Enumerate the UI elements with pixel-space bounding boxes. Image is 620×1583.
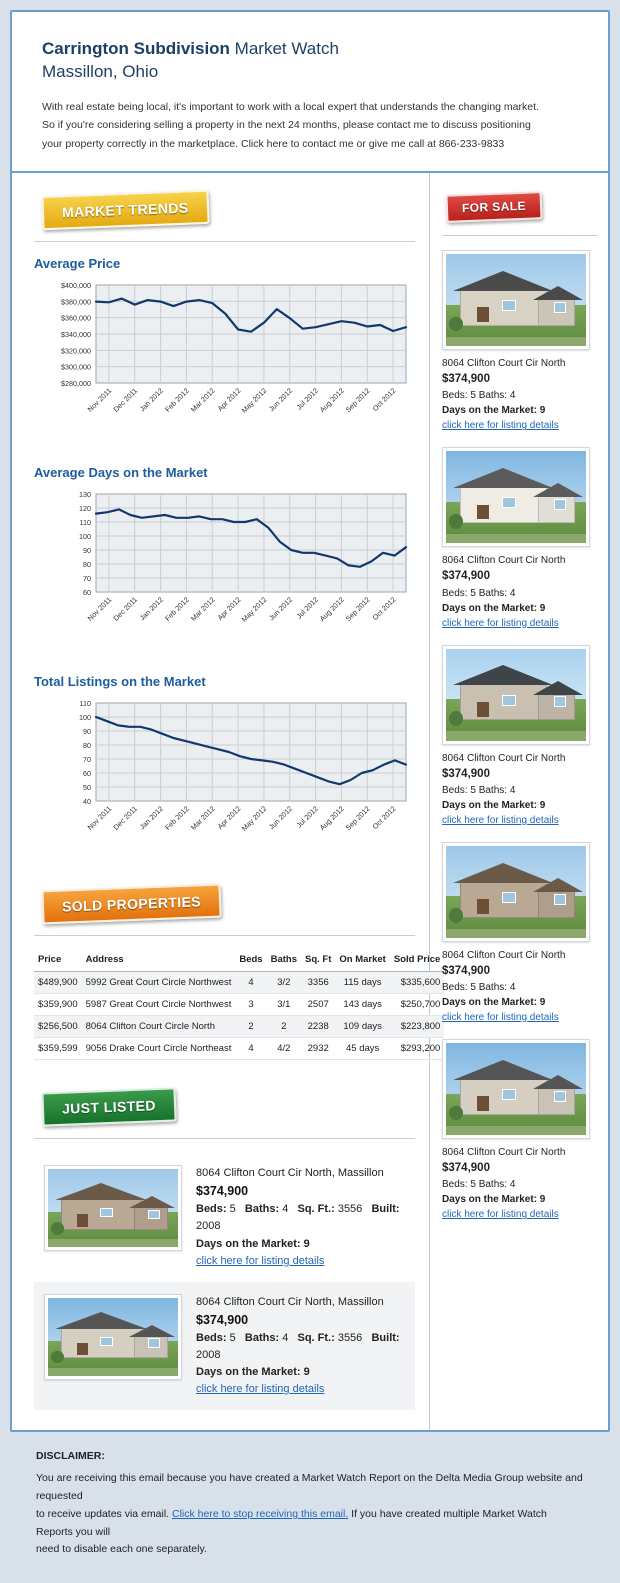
svg-text:Oct 2012: Oct 2012 [370, 804, 398, 832]
cell-soldprice: $335,600 [390, 972, 444, 994]
page-title-rest: Market Watch [229, 39, 339, 58]
svg-text:Sep 2012: Sep 2012 [343, 595, 372, 624]
svg-text:Apr 2012: Apr 2012 [215, 386, 243, 414]
svg-text:80: 80 [83, 741, 91, 750]
cell-beds: 4 [235, 972, 266, 994]
cell-address: 9056 Drake Court Circle Northeast [82, 1038, 236, 1060]
for-sale-card [442, 1039, 598, 1222]
cell-baths: 2 [267, 1016, 301, 1038]
listing-photo[interactable] [44, 1294, 182, 1380]
chart-title-total-listings: Total Listings on the Market [34, 674, 206, 689]
chart-title-average-days: Average Days on the Market [34, 465, 208, 480]
listing-details-link[interactable]: click here for listing details [196, 1383, 325, 1396]
for-sale-days-on-market: Days on the Market: 9 [442, 799, 546, 811]
chart-canvas-average-days [34, 488, 415, 648]
for-sale-photo[interactable] [442, 250, 590, 350]
for-sale-details-link[interactable]: click here for listing details [442, 814, 559, 826]
svg-text:100: 100 [79, 713, 91, 722]
th-soldprice: Sold Price [390, 950, 444, 972]
listing-details-link[interactable]: click here for listing details [196, 1254, 325, 1267]
cell-sqft: 3356 [301, 972, 335, 994]
svg-text:Jul 2012: Jul 2012 [294, 595, 320, 621]
svg-text:40: 40 [83, 797, 91, 806]
svg-text:120: 120 [79, 504, 91, 513]
cell-soldprice: $223,800 [390, 1016, 444, 1038]
report-header [12, 12, 608, 173]
cell-price: $359,900 [34, 994, 82, 1016]
chart-average-days [34, 465, 415, 648]
just-listed-ribbon-label: JUST LISTED [41, 1087, 176, 1126]
svg-text:Feb 2012: Feb 2012 [162, 595, 191, 623]
for-sale-ribbon-label: FOR SALE [445, 191, 542, 223]
for-sale-days-on-market: Days on the Market: 9 [442, 405, 546, 417]
for-sale-card [442, 645, 598, 828]
divider [34, 935, 415, 936]
page-title [42, 38, 578, 84]
intro-line-3: your property correctly in the marketplace. Click here to contact me or give me call at 866-233-9833 [42, 137, 505, 150]
market-trends-banner [34, 189, 415, 233]
unsubscribe-link[interactable]: Click here to stop receiving this email. [172, 1507, 349, 1520]
for-sale-days-on-market: Days on the Market: 9 [442, 1194, 546, 1206]
for-sale-beds-baths: Beds: 5 Baths: 4 [442, 587, 516, 599]
svg-text:90: 90 [83, 546, 91, 555]
disclaimer [10, 1432, 610, 1581]
table-row [34, 1016, 444, 1038]
th-onmarket: On Market [335, 950, 389, 972]
svg-text:60: 60 [83, 588, 91, 597]
for-sale-meta [442, 356, 598, 433]
svg-text:$380,000: $380,000 [61, 297, 91, 307]
listing-info [196, 1165, 405, 1270]
for-sale-beds-baths: Beds: 5 Baths: 4 [442, 982, 516, 993]
svg-text:Sep 2012: Sep 2012 [343, 804, 372, 833]
svg-text:Jul 2012: Jul 2012 [294, 386, 320, 412]
listing-days-on-market: Days on the Market: 9 [196, 1366, 310, 1379]
cell-soldprice: $293,200 [390, 1038, 444, 1060]
table-row [34, 972, 444, 994]
cell-baths: 3/1 [267, 994, 301, 1016]
cell-sqft: 2932 [301, 1038, 335, 1060]
svg-text:Mar 2012: Mar 2012 [188, 595, 217, 623]
svg-text:Sep 2012: Sep 2012 [343, 386, 372, 415]
chart-canvas-total-listings [34, 697, 415, 857]
chart-title-average-price: Average Price [34, 256, 121, 271]
cell-sqft: 2507 [301, 994, 335, 1016]
sold-properties-banner [34, 883, 415, 927]
cell-onmarket: 143 days [335, 994, 389, 1016]
svg-text:Aug 2012: Aug 2012 [317, 386, 346, 415]
cell-beds: 2 [235, 1016, 266, 1038]
cell-price: $359,599 [34, 1038, 82, 1060]
disclaimer-line-2-pre: to receive updates via email. [36, 1507, 172, 1520]
divider [442, 235, 598, 236]
svg-text:70: 70 [83, 574, 91, 583]
for-sale-address: 8064 Clifton Court Cir North [442, 555, 566, 567]
cell-address: 5992 Great Court Circle Northwest [82, 972, 236, 994]
svg-text:$340,000: $340,000 [61, 330, 91, 339]
svg-text:80: 80 [83, 560, 91, 569]
chart-total-listings [34, 674, 415, 857]
intro-line-2: So if you're considering selling a property in the next 24 months, please contact me to discuss positioning [42, 119, 531, 132]
cell-soldprice: $250,700 [390, 994, 444, 1016]
market-trends-ribbon-label: MARKET TRENDS [41, 190, 209, 230]
intro-line-1: With real estate being local, it's important to work with a local expert that understands the changing market. [42, 100, 539, 113]
cell-sqft: 2238 [301, 1016, 335, 1038]
chart-average-price [34, 256, 415, 439]
svg-text:50: 50 [83, 783, 91, 792]
for-sale-details-link[interactable]: click here for listing details [442, 617, 559, 629]
listing-address: 8064 Clifton Court Cir North, Massillon [196, 1167, 384, 1179]
disclaimer-heading: DISCLAIMER: [36, 1450, 105, 1463]
svg-text:100: 100 [79, 532, 91, 541]
for-sale-price: $374,900 [442, 767, 490, 780]
svg-text:Apr 2012: Apr 2012 [215, 804, 243, 832]
svg-text:Dec 2011: Dec 2011 [111, 386, 140, 414]
for-sale-address: 8064 Clifton Court Cir North [442, 358, 566, 369]
svg-text:May 2012: May 2012 [239, 804, 269, 833]
chart-canvas-average-price [34, 279, 415, 439]
cell-onmarket: 45 days [335, 1038, 389, 1060]
divider [34, 241, 415, 242]
cell-baths: 4/2 [267, 1038, 301, 1060]
cell-address: 8064 Clifton Court Circle North [82, 1016, 236, 1038]
svg-text:Feb 2012: Feb 2012 [162, 804, 191, 832]
for-sale-card [442, 842, 598, 1025]
svg-text:May 2012: May 2012 [239, 595, 269, 624]
svg-text:Jun 2012: Jun 2012 [266, 804, 295, 832]
listing-price: $374,900 [196, 1312, 249, 1327]
average-price-plot [34, 279, 414, 439]
just-listed-list [34, 1153, 415, 1410]
for-sale-photo[interactable] [442, 645, 590, 745]
for-sale-days-on-market: Days on the Market: 9 [442, 602, 546, 614]
for-sale-details-link[interactable]: click here for listing details [442, 420, 559, 432]
svg-text:Dec 2011: Dec 2011 [111, 595, 140, 623]
cell-onmarket: 115 days [335, 972, 389, 994]
svg-text:Jan 2012: Jan 2012 [137, 595, 165, 623]
disclaimer-line-3: need to disable each one separately. [36, 1543, 207, 1556]
listing-specs: Beds: 5 Baths: 4 Sq. Ft.: 3556 Built: 2008 [196, 1332, 400, 1362]
intro-text [42, 98, 578, 153]
for-sale-photo[interactable] [442, 1039, 590, 1139]
table-row [34, 994, 444, 1016]
report-sheet [10, 10, 610, 1432]
svg-text:Mar 2012: Mar 2012 [188, 386, 217, 414]
listing-address: 8064 Clifton Court Cir North, Massillon [196, 1295, 384, 1308]
listing-specs: Beds: 5 Baths: 4 Sq. Ft.: 3556 Built: 2008 [196, 1203, 400, 1233]
for-sale-meta [442, 751, 598, 828]
table-row [34, 1038, 444, 1060]
svg-text:$300,000: $300,000 [61, 362, 91, 372]
for-sale-meta [442, 553, 598, 630]
for-sale-details-link[interactable]: click here for listing details [442, 1012, 559, 1023]
for-sale-card [442, 250, 598, 433]
svg-text:Jul 2012: Jul 2012 [294, 804, 320, 830]
for-sale-address: 8064 Clifton Court Cir North [442, 752, 566, 764]
for-sale-meta [442, 1145, 598, 1222]
for-sale-column [430, 173, 608, 1430]
svg-text:60: 60 [83, 769, 91, 778]
cell-price: $489,900 [34, 972, 82, 994]
th-beds: Beds [235, 950, 266, 972]
listing-info [196, 1294, 405, 1399]
for-sale-price: $374,900 [442, 570, 490, 583]
cell-baths: 3/2 [267, 972, 301, 994]
svg-text:90: 90 [83, 727, 91, 736]
sold-properties-table [34, 950, 444, 1060]
svg-text:Aug 2012: Aug 2012 [317, 595, 346, 624]
listing-item [34, 1282, 415, 1411]
svg-text:Nov 2011: Nov 2011 [85, 804, 114, 832]
listing-photo[interactable] [44, 1165, 182, 1251]
svg-text:Nov 2011: Nov 2011 [85, 595, 114, 623]
svg-text:Mar 2012: Mar 2012 [188, 804, 217, 832]
listing-price: $374,900 [196, 1184, 249, 1199]
page-subtitle: Massillon, Ohio [42, 61, 159, 81]
disclaimer-line-2-post: If you have created multiple Market Watch Reports you will [36, 1507, 547, 1538]
svg-text:$360,000: $360,000 [61, 313, 91, 323]
for-sale-address: 8064 Clifton Court Cir North [442, 1147, 566, 1158]
for-sale-beds-baths: Beds: 5 Baths: 4 [442, 1179, 516, 1191]
cell-onmarket: 109 days [335, 1016, 389, 1038]
svg-text:70: 70 [83, 755, 91, 764]
svg-text:$400,000: $400,000 [61, 281, 91, 290]
th-baths: Baths [267, 950, 301, 972]
for-sale-banner [442, 189, 598, 227]
cell-price: $256,500 [34, 1016, 82, 1038]
for-sale-days-on-market: Days on the Market: 9 [442, 997, 546, 1008]
total-listings-plot [34, 697, 414, 857]
for-sale-price: $374,900 [442, 1162, 490, 1174]
for-sale-card [442, 447, 598, 630]
svg-text:Feb 2012: Feb 2012 [162, 386, 191, 414]
svg-text:Dec 2011: Dec 2011 [111, 804, 140, 832]
report-body [12, 173, 608, 1430]
svg-text:Jun 2012: Jun 2012 [266, 386, 295, 414]
for-sale-meta [442, 948, 598, 1025]
svg-text:Jan 2012: Jan 2012 [137, 804, 165, 832]
svg-text:130: 130 [79, 490, 91, 499]
divider [34, 1138, 415, 1139]
svg-text:May 2012: May 2012 [239, 386, 269, 415]
cell-address: 5987 Great Court Circle Northwest [82, 994, 236, 1016]
listing-item [34, 1153, 415, 1282]
for-sale-beds-baths: Beds: 5 Baths: 4 [442, 390, 516, 402]
just-listed-banner [34, 1086, 415, 1130]
svg-text:Jun 2012: Jun 2012 [266, 595, 295, 623]
for-sale-photo[interactable] [442, 447, 590, 547]
svg-text:$280,000: $280,000 [61, 379, 91, 388]
page-title-bold: Carrington Subdivision [42, 39, 230, 58]
cell-beds: 3 [235, 994, 266, 1016]
disclaimer-line-2 [36, 1506, 584, 1542]
th-price: Price [34, 950, 82, 972]
for-sale-address: 8064 Clifton Court Cir North [442, 949, 566, 961]
sold-properties-ribbon-label: SOLD PROPERTIES [41, 884, 221, 925]
svg-text:Aug 2012: Aug 2012 [317, 804, 346, 833]
svg-text:Oct 2012: Oct 2012 [370, 595, 398, 623]
cell-beds: 4 [235, 1038, 266, 1060]
svg-text:Apr 2012: Apr 2012 [215, 595, 243, 623]
left-column [12, 173, 441, 1430]
svg-text:Nov 2011: Nov 2011 [85, 386, 114, 414]
for-sale-list [442, 250, 598, 1222]
svg-text:110: 110 [79, 518, 91, 527]
svg-text:110: 110 [79, 699, 91, 708]
for-sale-details-link[interactable]: click here for listing details [442, 1209, 559, 1221]
th-address: Address [82, 950, 236, 972]
th-sqft: Sq. Ft [301, 950, 335, 972]
average-days-plot [34, 488, 414, 648]
listing-days-on-market: Days on the Market: 9 [196, 1237, 310, 1250]
svg-text:Oct 2012: Oct 2012 [370, 386, 398, 414]
disclaimer-line-1: You are receiving this email because you have created a Market Watch Report on the Delta Media Group website and requested [36, 1472, 583, 1502]
table-header-row [34, 950, 444, 972]
svg-text:Jan 2012: Jan 2012 [137, 386, 165, 414]
for-sale-price: $374,900 [442, 964, 490, 977]
for-sale-beds-baths: Beds: 5 Baths: 4 [442, 784, 516, 796]
svg-text:$320,000: $320,000 [61, 346, 91, 356]
for-sale-photo[interactable] [442, 842, 590, 942]
for-sale-price: $374,900 [442, 373, 490, 385]
